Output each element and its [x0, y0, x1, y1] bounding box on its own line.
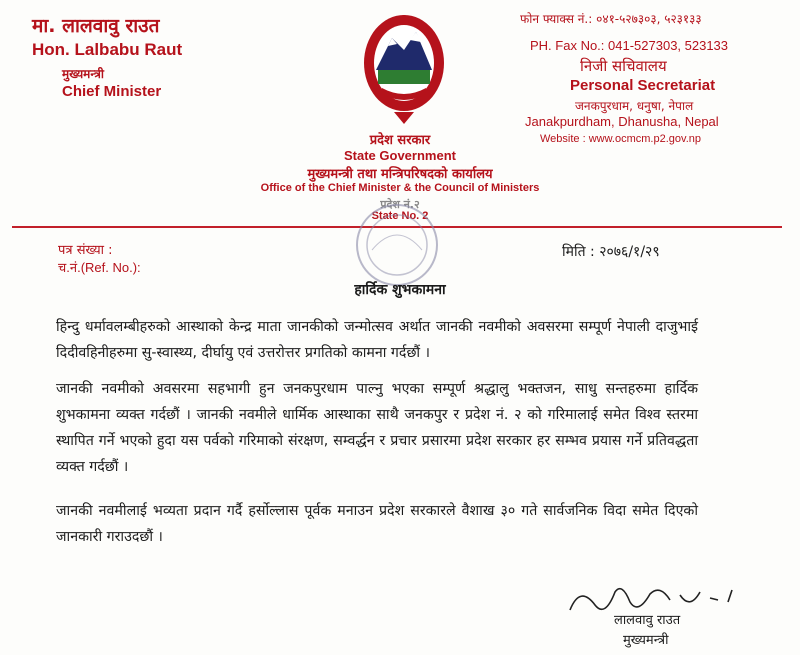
office-english: Office of the Chief Minister & the Council of Ministers: [260, 182, 540, 194]
address-nepali: जनकपुरधाम, धनुषा, नेपाल: [575, 99, 694, 113]
body-paragraph-2: जानकी नवमीको अवसरमा सहभागी हुन जनकपुरधाम पाल्नु भएका सम्पूर्ण श्रद्धालु भक्तजन, साधु सन्तहरुमा हार्दिक शुभकामना व्यक्त गर्दछौं । जानकी नवमीले धार्मिक आस्थाका साथै जनकपुर र प्रदेश नं. २ को गरिमालाई समेत विश्व स्तरमा स्थापित गर्ने भएको हुदा यस पर्वको गरिमाको संरक्षण, सम्वर्द्धन र प्रचार प्रसारमा प्रदेश सरकार हर सम्भव प्रयास गर्ने प्रतिवद्धता व्यक्त गर्दछौं ।: [56, 381, 698, 475]
office-stamp-icon: [352, 200, 442, 290]
address-english: Janakpurdham, Dhanusha, Nepal: [525, 114, 719, 129]
minister-name-nepali: मा. लालवावु राउत: [32, 15, 160, 37]
letter-number-label: पत्र संख्या :: [58, 243, 113, 258]
letter-date: मिति : २०७६/१/२९: [562, 244, 660, 260]
minister-title-english: Chief Minister: [62, 83, 162, 100]
signatory-title: मुख्यमन्त्री: [623, 633, 669, 648]
body-paragraph-1: हिन्दु धर्मावलम्बीहरुको आस्थाको केन्द्र माता जानकीको जन्मोत्सव अर्थात जानकी नवमीको अवसरमा सम्पूर्ण नेपाली दाजुभाई दिदीवहिनीहरुमा सु-स्वास्थ्य, दीर्घायु एवं उत्तरोत्तर प्रगतिको कामना गर्दछौं ।: [56, 319, 698, 361]
secretariat-english: Personal Secretariat: [570, 77, 716, 94]
govt-nepali: प्रदेश सरकार: [369, 133, 431, 148]
signatory-name: लालवावु राउत: [614, 613, 681, 628]
nepal-emblem-icon: [360, 8, 448, 128]
phone-fax-nepali: फोन फ्याक्स नं.: ०४१-५२७३०३, ५२३१३३: [520, 12, 702, 26]
website: Website : www.ocmcm.p2.gov.np: [540, 133, 701, 145]
state-english: State No. 2: [371, 210, 429, 222]
govt-english: State Government: [344, 148, 456, 163]
ref-number-label: च.नं.(Ref. No.):: [58, 260, 141, 275]
state-nepali: प्रदेश नं.२: [380, 198, 420, 211]
phone-fax-english: PH. Fax No.: 041-527303, 523133: [530, 38, 729, 53]
minister-name-english: Hon. Lalbabu Raut: [32, 40, 183, 59]
letter-heading: हार्दिक शुभकामना: [354, 282, 446, 298]
minister-title-nepali: मुख्यमन्त्री: [62, 67, 104, 81]
secretariat-nepali: निजी सचिवालय: [580, 57, 667, 75]
body-paragraph-3: जानकी नवमीलाई भव्यता प्रदान गर्दै हर्सोल्लास पूर्वक मनाउन प्रदेश सरकारले वैशाख ३० गते सार्वजनिक विदा समेत दिएको जानकारी गराउदछौं ।: [56, 503, 698, 545]
office-nepali: मुख्यमन्त्री तथा मन्त्रिपरिषदको कार्यालय: [307, 167, 493, 182]
